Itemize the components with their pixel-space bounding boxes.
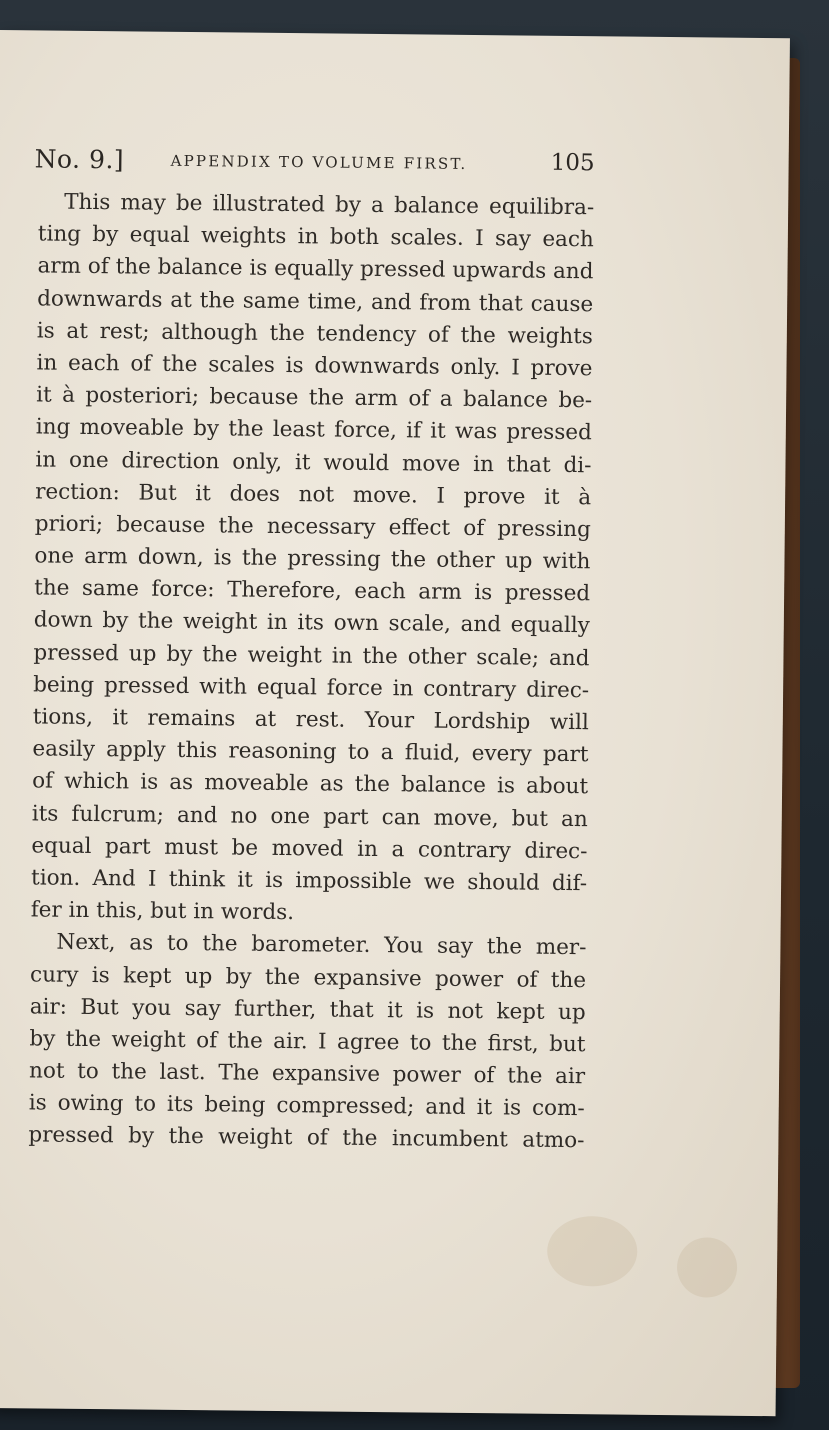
text-line: is at rest; although the tendency of the weights xyxy=(36,318,593,349)
running-title: APPENDIX TO VOLUME FIRST. xyxy=(170,151,468,173)
text-line: downwards at the same time, and from that cause xyxy=(37,285,594,317)
text-line: ing moveable by the least force, if it was pressed xyxy=(35,414,592,446)
text-line: of which is as moveable as the balance is about xyxy=(32,768,589,800)
text-line: equal part must be moved in a contrary direc- xyxy=(31,833,588,864)
text-line: not to the last. The expansive power of the air xyxy=(28,1058,586,1090)
text-line: tion. And I think it is impossible we should dif- xyxy=(30,865,588,897)
text-line: pressed up by the weight in the other scale; and xyxy=(33,640,590,671)
book-page xyxy=(0,30,790,1416)
text-line: rection: But it does not move. I prove it à xyxy=(35,479,592,510)
text-line: down by the weight in its own scale, and equally xyxy=(33,607,590,639)
running-header xyxy=(34,142,594,188)
text-line: ting by equal weights in both scales. I say each xyxy=(37,221,594,253)
text-line: Next, as to the barometer. You say the mer- xyxy=(56,929,587,961)
text-line: priori; because the necessary effect of pressing xyxy=(34,511,591,543)
text-line: air: But you say further, that it is not kept up xyxy=(29,994,586,1025)
section-number: No. 9.] xyxy=(34,144,125,175)
text-line: pressed by the weight of the incumbent atmo- xyxy=(28,1122,585,1154)
text-line: fer in this, but in words. xyxy=(30,897,295,926)
text-line: tions, it remains at rest. Your Lordship will xyxy=(32,704,589,736)
body-text xyxy=(28,186,594,1157)
page-stain xyxy=(677,1237,738,1298)
text-line: in each of the scales is downwards only. I prove xyxy=(36,350,593,382)
text-line: being pressed with equal force in contrary direc- xyxy=(33,672,590,704)
text-line: cury is kept up by the expansive power of the xyxy=(29,961,587,993)
text-line: it à posteriori; because the arm of a balance be- xyxy=(36,382,593,414)
text-line: arm of the balance is equally pressed upwards and xyxy=(37,253,594,285)
page-stain xyxy=(547,1216,638,1287)
text-line: This may be illustrated by a balance equilibra- xyxy=(64,189,595,221)
text-line: easily apply this reasoning to a fluid, every part xyxy=(32,736,589,768)
text-line: in one direction only, it would move in that di- xyxy=(35,446,592,478)
text-line: by the weight of the air. I agree to the first, but xyxy=(29,1026,586,1058)
paragraph-1 xyxy=(31,186,595,932)
text-line: is owing to its being compressed; and it is com- xyxy=(28,1090,585,1122)
page-number: 105 xyxy=(550,149,595,177)
text-line: its fulcrum; and no one part can move, but an xyxy=(31,800,588,832)
text-line: the same force: Therefore, each arm is pressed xyxy=(34,575,591,607)
paragraph-2 xyxy=(28,927,586,1158)
text-line: one arm down, is the pressing the other up with xyxy=(34,543,591,575)
